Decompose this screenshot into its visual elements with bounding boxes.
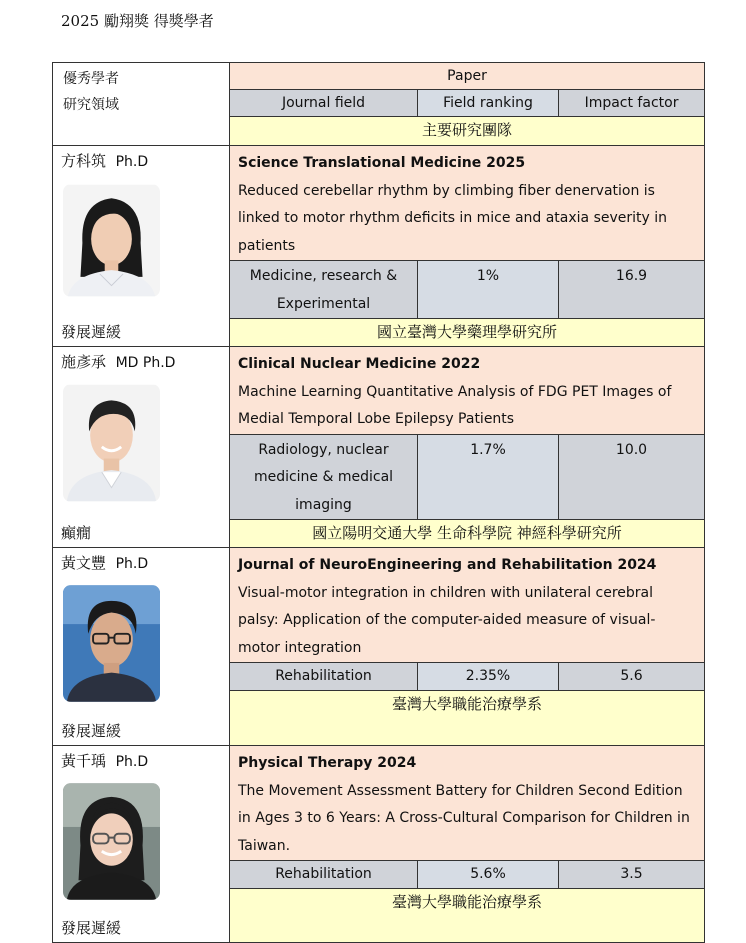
impact-factor: 10.0 (559, 434, 705, 520)
awardee-domain: 發展遲緩 (61, 323, 122, 341)
man-portrait-photo (63, 384, 160, 502)
awardee-profile-cell (53, 146, 230, 347)
paper-title: Reduced cerebellar rhythm by climbing fiber denervation is linked to motor rhythm deficits in mice and ataxia severity in patients (238, 182, 668, 254)
awardee-name: 施彥承 MD Ph.D (61, 353, 176, 371)
journal-name: Physical Therapy 2024 (238, 755, 417, 771)
awardee-photo (63, 184, 160, 297)
header-journal-field: Journal field (230, 90, 418, 117)
page-title: 2025 勵翔獎 得獎學者 (61, 12, 214, 30)
woman-portrait-photo (63, 184, 160, 297)
research-team: 國立臺灣大學藥理學研究所 (230, 319, 705, 347)
field-ranking: 2.35% (418, 663, 559, 691)
paper-title: The Movement Assessment Battery for Children Second Edition in Ages 3 to 6 Years: A Cross-Cultural Comparison for Children in Taiwan. (238, 782, 690, 854)
awardee-name: 黃文豐 Ph.D (61, 554, 149, 572)
awardee-table (52, 62, 705, 943)
paper-title: Visual-motor integration in children with unilateral cerebral palsy: Application of the computer-aided measure of visual-motor integration (238, 584, 656, 656)
awardee-photo (63, 384, 160, 502)
awardee-domain: 發展遲緩 (61, 919, 122, 937)
journal-field: Medicine, research & Experimental (230, 261, 418, 319)
man-glasses-portrait-photo (63, 585, 160, 702)
awardee-photo (63, 585, 160, 702)
impact-factor: 16.9 (559, 261, 705, 319)
header-paper: Paper (230, 63, 705, 90)
header-team: 主要研究團隊 (230, 117, 705, 146)
paper-cell (230, 347, 705, 435)
awardee-domain: 發展遲緩 (61, 722, 122, 740)
journal-name: Clinical Nuclear Medicine 2022 (238, 356, 481, 372)
awardee-photo (63, 783, 160, 900)
awardee-name: 方科筑 Ph.D (61, 152, 149, 170)
awardee-domain: 癲癇 (61, 524, 92, 542)
impact-factor: 5.6 (559, 663, 705, 691)
research-team: 國立陽明交通大學 生命科學院 神經科學研究所 (230, 520, 705, 548)
paper-cell (230, 746, 705, 861)
awardee-profile-cell (53, 548, 230, 746)
awardee-profile-cell (53, 347, 230, 548)
field-ranking: 1% (418, 261, 559, 319)
header-domain-label: 研究領域 (63, 97, 119, 113)
research-team: 臺灣大學職能治療學系 (230, 889, 705, 943)
field-ranking: 5.6% (418, 861, 559, 889)
awardee-name: 黃千瑀 Ph.D (61, 752, 149, 770)
research-team: 臺灣大學職能治療學系 (230, 691, 705, 746)
header-scholar-label: 優秀學者 (63, 71, 119, 87)
field-ranking: 1.7% (418, 434, 559, 520)
journal-name: Journal of NeuroEngineering and Rehabilitation 2024 (238, 557, 657, 573)
journal-field: Radiology, nuclear medicine & medical imaging (230, 434, 418, 520)
paper-cell (230, 548, 705, 663)
impact-factor: 3.5 (559, 861, 705, 889)
header-impact-factor: Impact factor (559, 90, 705, 117)
journal-field: Rehabilitation (230, 663, 418, 691)
journal-name: Science Translational Medicine 2025 (238, 155, 526, 171)
paper-title: Machine Learning Quantitative Analysis of FDG PET Images of Medial Temporal Lobe Epilepsy Patients (238, 383, 672, 427)
header-field-ranking: Field ranking (418, 90, 559, 117)
journal-field: Rehabilitation (230, 861, 418, 889)
woman-glasses-portrait-photo (63, 783, 160, 900)
header-left-cell (53, 63, 230, 146)
paper-cell (230, 146, 705, 261)
awardee-profile-cell (53, 746, 230, 943)
